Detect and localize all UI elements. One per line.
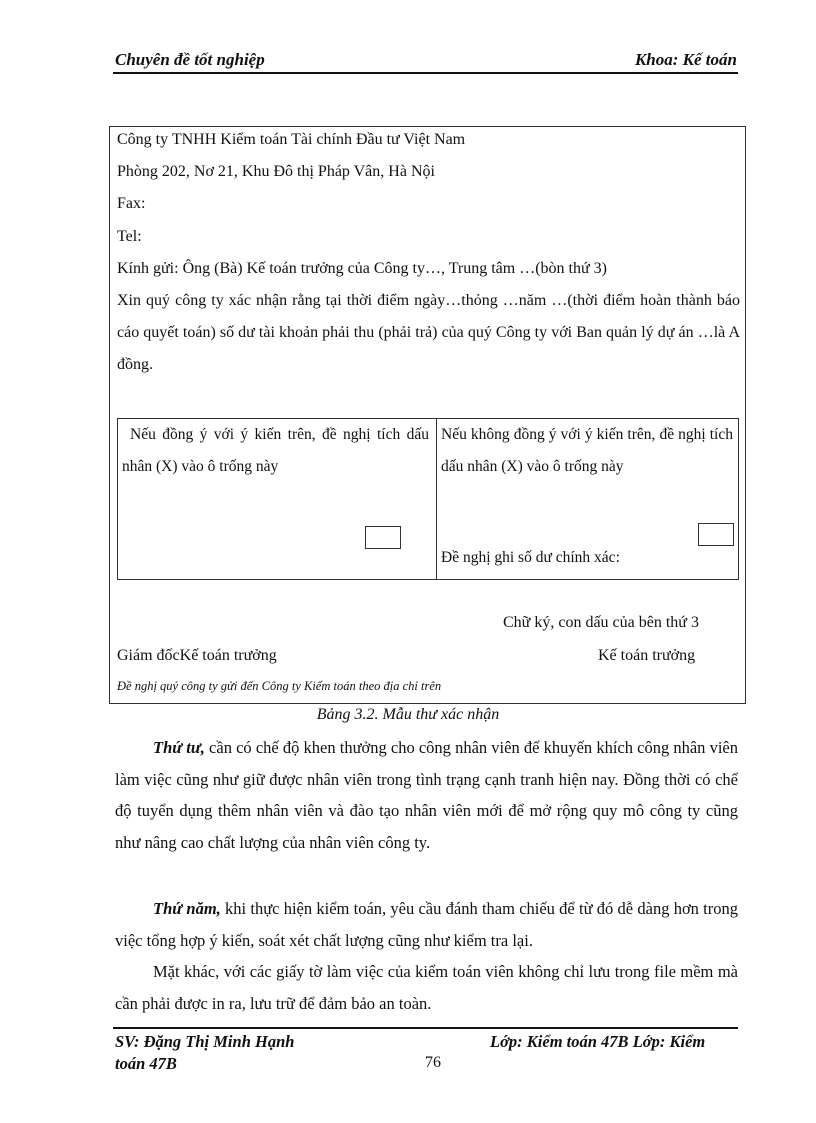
footer-class: Lớp: Kiểm toán 47B Lớp: Kiểm	[490, 1032, 706, 1051]
footer-student-cont: toán 47B	[115, 1054, 177, 1073]
letter-company: Công ty TNHH Kiểm toán Tài chính Đầu tư Việt Nam	[117, 131, 466, 148]
letter-body: Xin quý công ty xác nhận rằng tại thời điểm ngày…thỏng …năm …(thời điểm hoàn thành báo cáo quyết toán) số dư tài khoản phải thu (phải trả) của quý Công ty với Ban quản lý dự án …là A đồng.	[117, 292, 740, 373]
footer-student: SV: Đặng Thị Minh Hạnh	[115, 1032, 295, 1051]
director-chief-label: Giám đốcKế toán trưởng	[117, 647, 277, 664]
disagree-checkbox[interactable]	[698, 523, 734, 546]
agree-option-text: Nếu đồng ý với ý kiến trên, đề nghị tích dấu nhân (X) vào ô trống này	[122, 426, 429, 475]
paragraph-fifth-text: khi thực hiện kiểm toán, yêu cầu đánh tham chiếu để từ đó dễ dàng hơn trong việc tổng hợp ý kiến, soát xét chất lượng cũng như kiểm tra lại.	[115, 899, 738, 950]
disagree-option-text: Nếu không đồng ý với ý kiến trên, đề nghị tích dấu nhân (X) vào ô trống này	[441, 426, 733, 475]
paragraph-fourth-lead: Thứ tư,	[153, 738, 205, 757]
confirmation-letter-box	[109, 126, 746, 704]
confirmation-options-table	[117, 418, 739, 580]
letter-address: Phòng 202, Nơ 21, Khu Đô thị Pháp Vân, Hà Nội	[117, 163, 435, 180]
paragraph-other: Mặt khác, với các giấy tờ làm việc của kiểm toán viên không chỉ lưu trong file mềm mà cần phải được in ra, lưu trữ để đảm bảo an toàn.	[115, 962, 738, 1013]
agree-checkbox[interactable]	[365, 526, 401, 549]
table-divider	[436, 419, 437, 579]
letter-note: Đề nghị quý công ty gửi đến Công ty Kiểm toán theo địa chỉ trên	[117, 679, 442, 693]
paragraph-fifth-lead: Thứ năm,	[153, 899, 221, 918]
header-department: Khoa: Kế toán	[634, 50, 737, 69]
letter-tel: Tel:	[117, 228, 142, 245]
correct-balance-label: Đề nghị ghi số dư chính xác:	[441, 549, 620, 566]
page-number: 76	[425, 1054, 441, 1071]
header-rule	[113, 72, 738, 74]
paragraph-fifth	[115, 893, 738, 956]
header-title: Chuyên đề tốt nghiệp	[115, 50, 265, 69]
letter-fax: Fax:	[117, 195, 146, 212]
footer-rule	[113, 1027, 738, 1029]
signature-label: Chữ ký, con dấu của bên thứ 3	[503, 614, 699, 631]
paragraph-fourth-text: cần có chế độ khen thưởng cho công nhân viên để khuyến khích công nhân viên làm việc cũng như giữ được nhân viên trong tình trạng cạnh tranh hiện nay. Đồng thời có chế độ tuyển dụng thêm nhân viên và đào tạo nhân viên mới để mở rộng quy mô công ty cũng như nâng cao chất lượng của nhân viên công ty.	[115, 738, 738, 852]
paragraph-fourth	[115, 732, 738, 858]
chief-accountant-label: Kế toán trưởng	[598, 647, 696, 664]
table-caption: Bảng 3.2. Mẫu thư xác nhận	[316, 706, 500, 723]
letter-recipient: Kính gửi: Ông (Bà) Kế toán trưởng của Công ty…, Trung tâm …(bòn thứ 3)	[117, 260, 607, 277]
